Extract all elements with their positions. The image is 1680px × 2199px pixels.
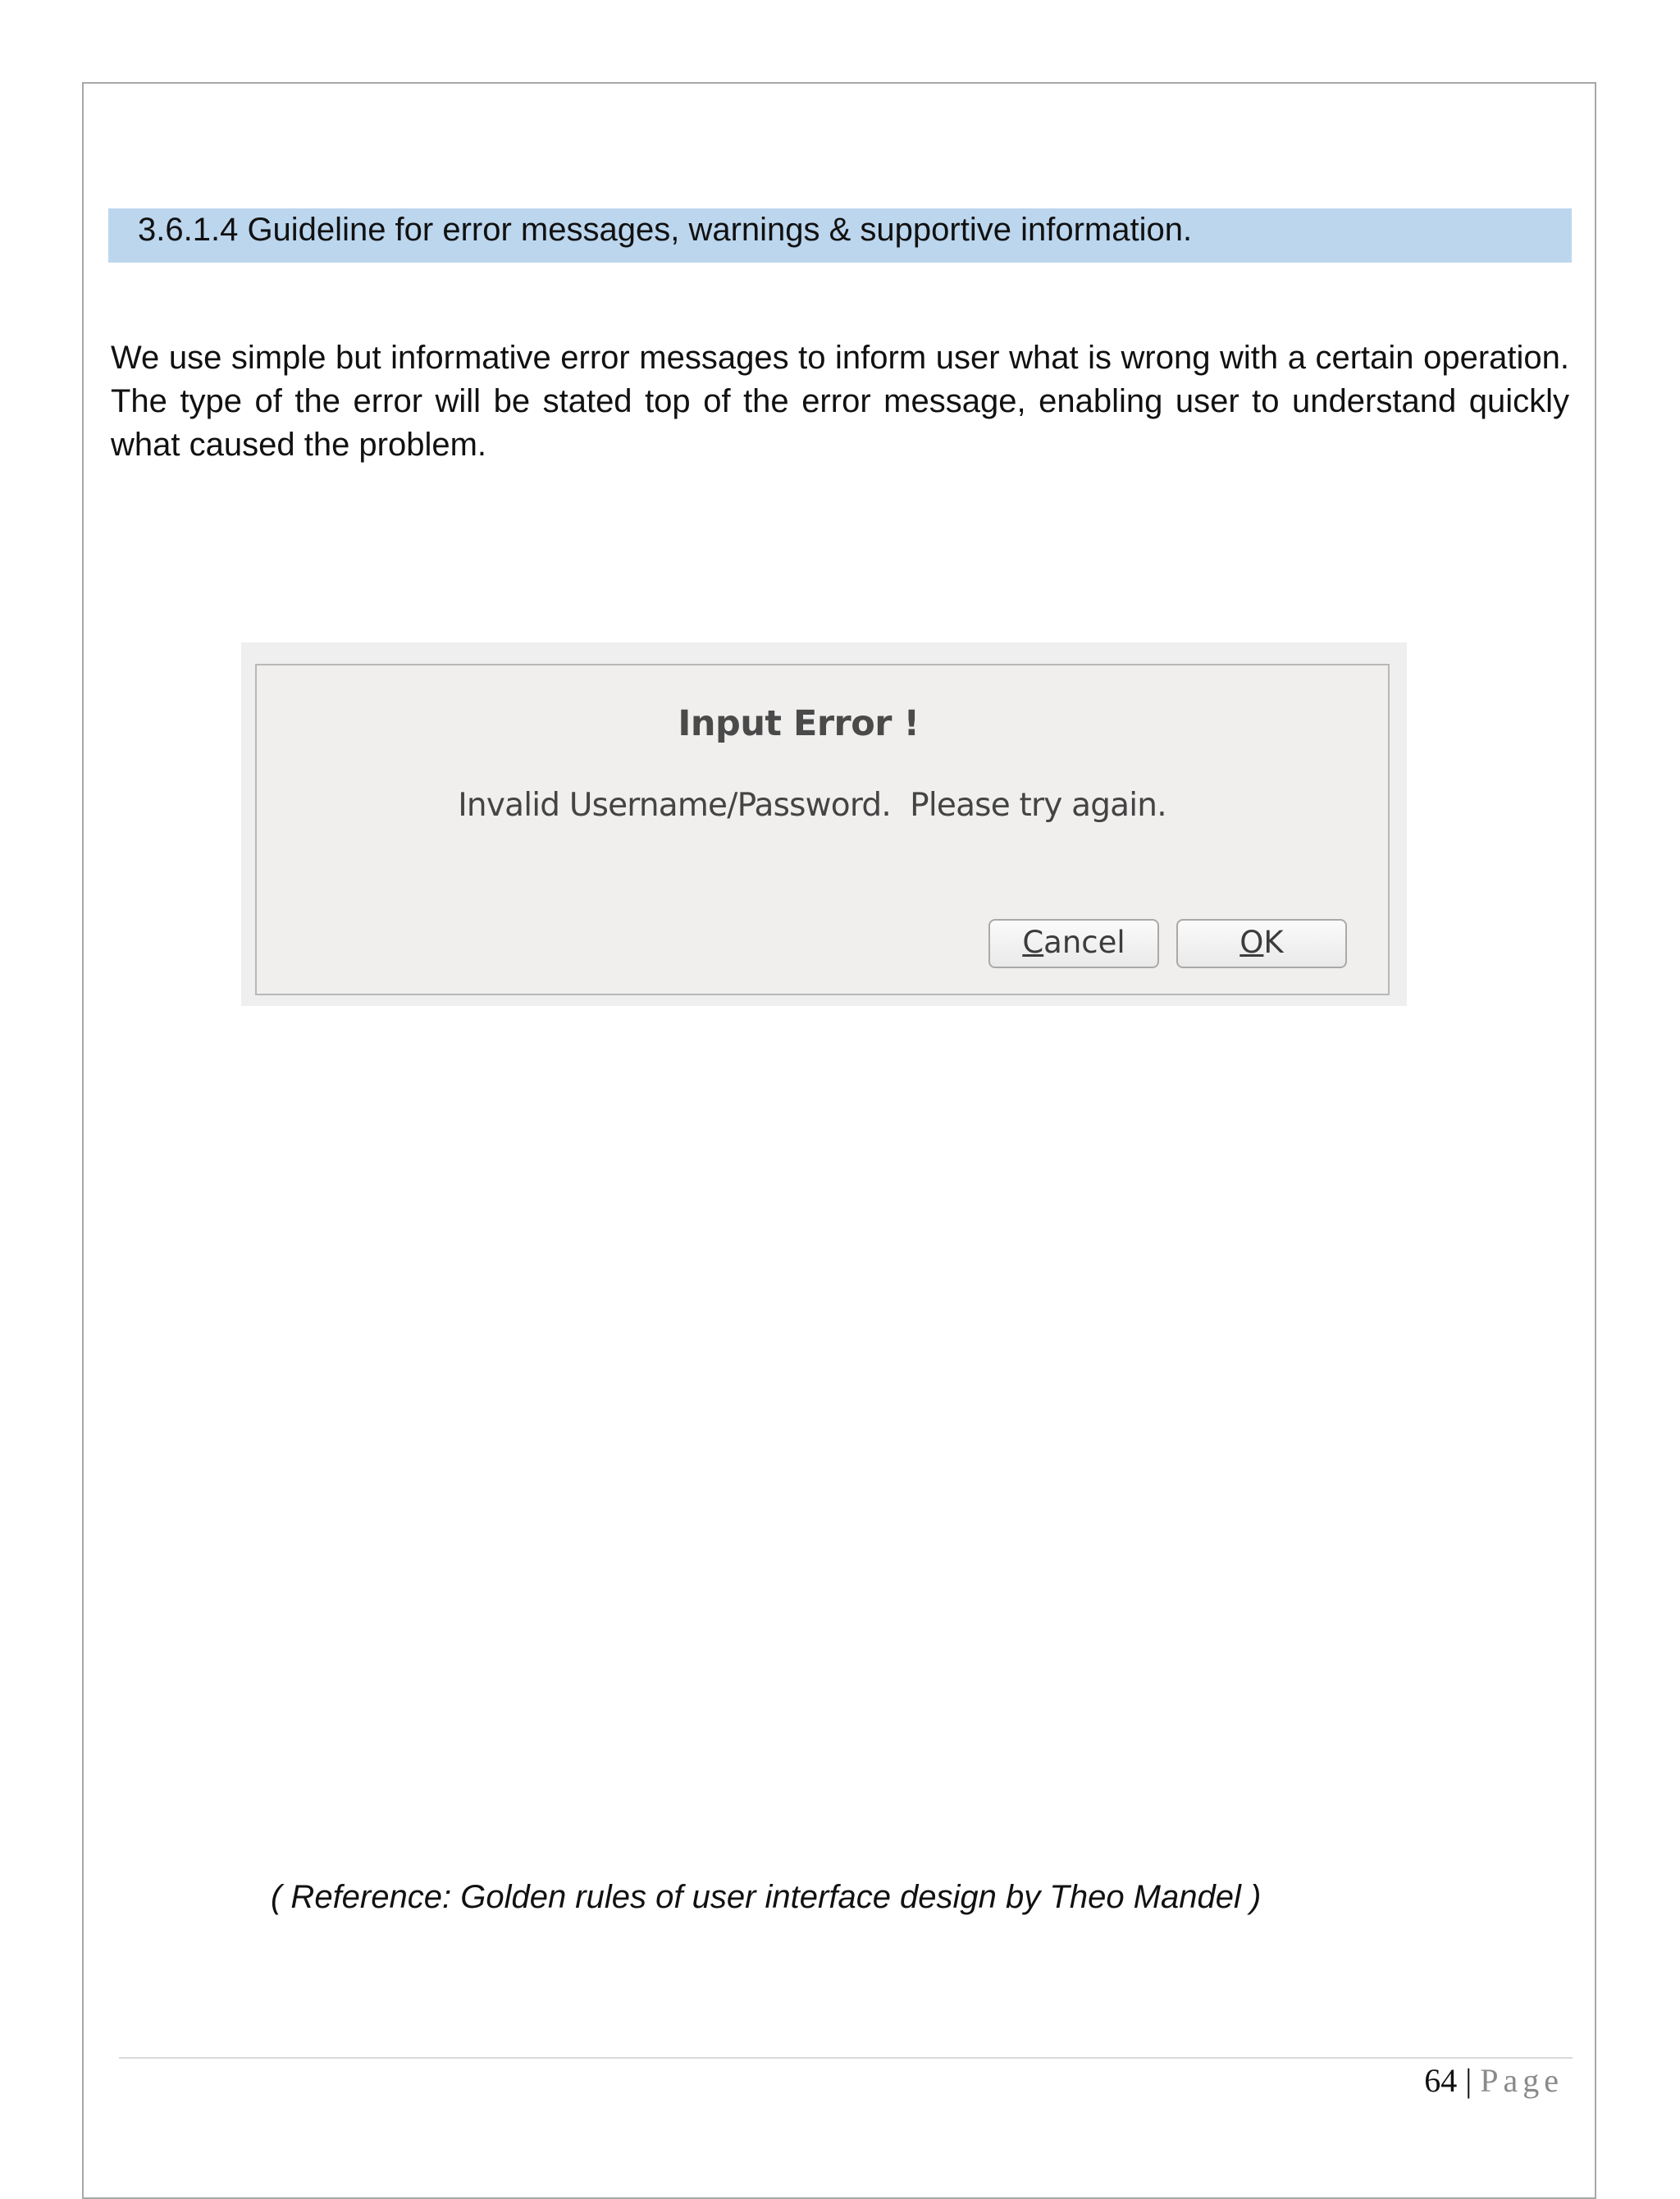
footer-divider [119, 2057, 1573, 2059]
dialog-message: Invalid Username/Password. Please try again. [458, 787, 1166, 824]
page-word: Page [1480, 2062, 1564, 2099]
ok-button[interactable] [1176, 919, 1347, 968]
cancel-button[interactable] [988, 919, 1159, 968]
cancel-label: ancel [1043, 925, 1125, 960]
section-heading: 3.6.1.4 Guideline for error messages, warnings & supportive information. [108, 208, 1572, 263]
body-paragraph: We use simple but informative error messages to inform user what is wrong with a certain operation. The type of the error will be stated top of the error message, enabling user to understand quickly what caused the problem. [111, 340, 1569, 463]
ok-label: K [1263, 925, 1284, 960]
page-number: 64 [1424, 2062, 1458, 2099]
cancel-mnemonic: C [1022, 925, 1044, 960]
page-separator: | [1457, 2062, 1481, 2099]
page-footer [1424, 2061, 1564, 2100]
reference-citation: ( Reference: Golden rules of user interface design by Theo Mandel ) [271, 1879, 1262, 1915]
error-dialog [255, 664, 1390, 995]
dialog-title: Input Error ! [678, 703, 920, 744]
ok-mnemonic: O [1239, 925, 1264, 960]
